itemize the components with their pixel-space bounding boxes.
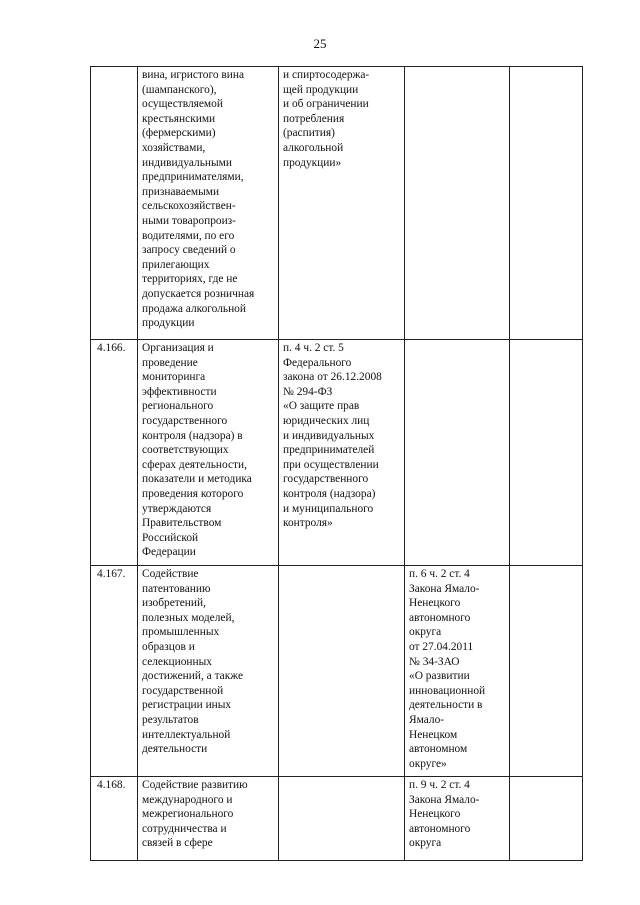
- federal-law-reference: [279, 777, 405, 861]
- regional-law-reference: п. 9 ч. 2 ст. 4 Закона Ямало- Ненецкого автономного округа: [405, 777, 510, 861]
- extra-cell: [510, 777, 583, 861]
- authority-description: Содействие патентованию изобретений, полезных моделей, промышленных образцов и селекционных достижений, а также государственной регистрации иных результатов интеллектуальной деятельности: [138, 566, 279, 777]
- row-number: 4.167.: [91, 566, 138, 777]
- regional-law-reference: п. 6 ч. 2 ст. 4 Закона Ямало- Ненецкого автономного округа от 27.04.2011 № 34-ЗАО «О развитии инновационной деятельности в Ямало- Ненецком автономном округе»: [405, 566, 510, 777]
- table-row: [91, 67, 583, 340]
- table-row: [91, 566, 583, 777]
- row-number: [91, 67, 138, 340]
- federal-law-reference: [279, 566, 405, 777]
- authority-description: Содействие развитию международного и межрегионального сотрудничества и связей в сфере: [138, 777, 279, 861]
- extra-cell: [510, 566, 583, 777]
- registry-table: [90, 66, 583, 861]
- row-number: 4.166.: [91, 340, 138, 566]
- federal-law-reference: и спиртосодержа- щей продукции и об ограничении потребления (распития) алкогольной продукции»: [279, 67, 405, 340]
- row-number: 4.168.: [91, 777, 138, 861]
- table-row: [91, 777, 583, 861]
- extra-cell: [510, 67, 583, 340]
- federal-law-reference: п. 4 ч. 2 ст. 5 Федерального закона от 26.12.2008 № 294-ФЗ «О защите прав юридических лиц и индивидуальных предпринимателей при осуществлении государственного контроля (надзора) и муниципального контроля»: [279, 340, 405, 566]
- authority-description: Организация и проведение мониторинга эффективности регионального государственного контроля (надзора) в соответствующих сферах деятельности, показатели и методика проведения которого утверждаются Правительством Российской Федерации: [138, 340, 279, 566]
- authority-description: вина, игристого вина (шампанского), осуществляемой крестьянскими (фермерскими) хозяйствами, индивидуальными предпринимателями, признаваемыми сельскохозяйствен- ными товаропроиз- водителями, по его запросу сведений о прилегающих территориях, где не допускается розничная продажа алкогольной продукции: [138, 67, 279, 340]
- page-number: 25: [313, 36, 327, 51]
- regional-law-reference: [405, 340, 510, 566]
- regional-law-reference: [405, 67, 510, 340]
- table-row: [91, 340, 583, 566]
- extra-cell: [510, 340, 583, 566]
